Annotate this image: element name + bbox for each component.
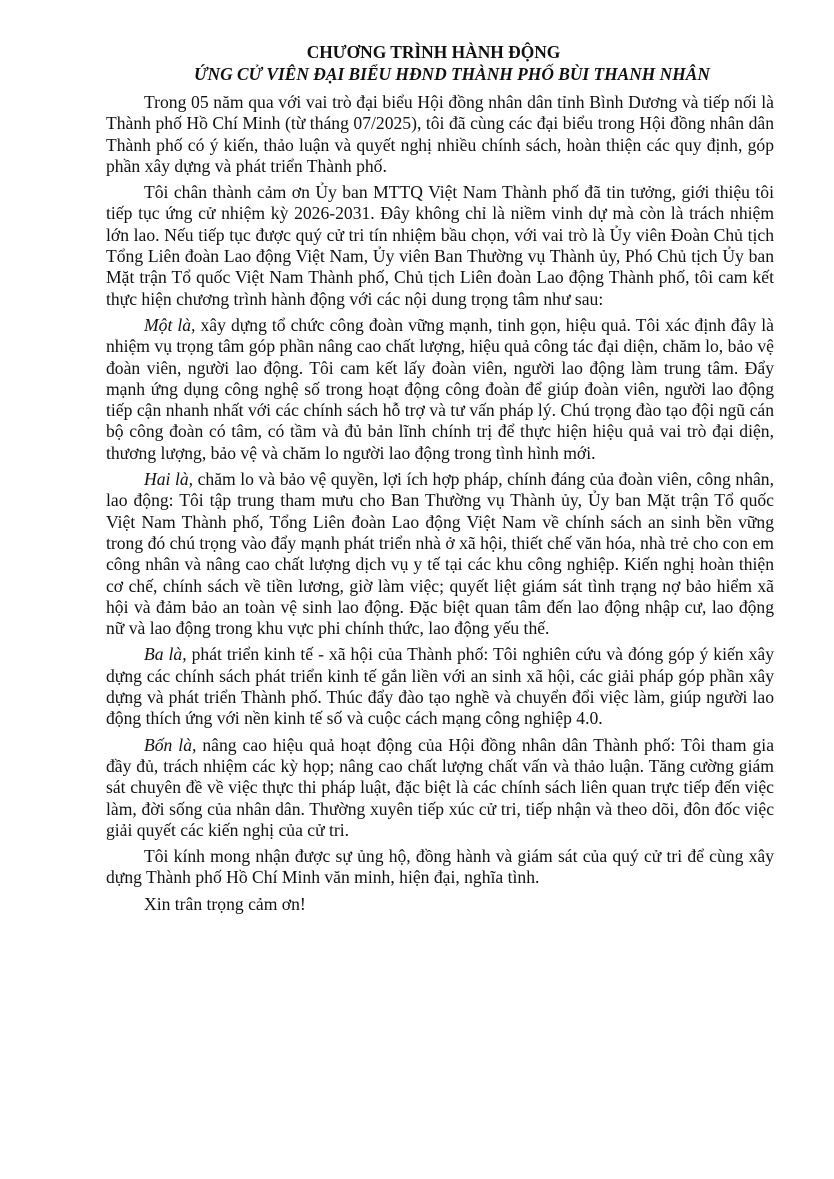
title-line-2: ỨNG CỬ VIÊN ĐẠI BIỂU HĐND THÀNH PHỐ BÙI THANH NHÂN — [194, 64, 710, 84]
paragraph-point-two — [106, 469, 774, 639]
point-one-lead: Một là, — [144, 314, 196, 335]
paragraph-closing: Xin trân trọng cảm ơn! — [144, 893, 306, 914]
point-three-lead: Ba là, — [144, 644, 187, 665]
title-line-1: CHƯƠNG TRÌNH HÀNH ĐỘNG — [306, 42, 561, 62]
point-two-text: chăm lo và bảo vệ quyền, lợi ích hợp pháp, chính đáng của đoàn viên, công nhân, lao động: Tôi tập trung tham mưu cho Ban Thường vụ Thành ủy, Ủy ban Mặt trận Tổ quốc Việt Nam Thành phố, Tổng Liên đoàn Lao động Việt Nam về chính sách an sinh bền vững trong đó chú trọng vào đẩy mạnh phát triển nhà ở xã hội, thiết chế văn hóa, nhà trẻ cho con em công nhân và nâng cao chất lượng dịch vụ y tế tại các khu công nghiệp. Kiến nghị hoàn thiện cơ chế, chính sách về tiền lương, giờ làm việc; quyết liệt giám sát tình trạng nợ bảo hiểm xã hội và đảm bảo an toàn vệ sinh lao động. Đặc biệt quan tâm đến lao động nhập cư, lao động nữ và lao động trong khu vực phi chính thức, lao động yếu thế. — [106, 469, 774, 639]
paragraph-intro: Trong 05 năm qua với vai trò đại biểu Hội đồng nhân dân tỉnh Bình Dương và tiếp nối là Thành phố Hồ Chí Minh (từ tháng 07/2025), tôi đã cùng các đại biểu trong Hội đồng nhân dân Thành phố có ý kiến, thảo luận và quyết nghị nhiều chính sách, hoàn thiện các quy định, góp phần xây dựng và phát triển Thành phố. — [106, 92, 774, 176]
point-four-text: nâng cao hiệu quả hoạt động của Hội đồng nhân dân Thành phố: Tôi tham gia đầy đủ, trách nhiệm các kỳ họp; nâng cao chất lượng chất vấn và thảo luận. Tăng cường giám sát chuyên đề về việc thực thi pháp luật, đặc biệt là các chính sách liên quan trực tiếp đến việc làm, đời sống của nhân dân. Thường xuyên tiếp xúc cử tri, tiếp nhận và theo dõi, đôn đốc việc giải quyết các kiến nghị của cử tri. — [106, 734, 775, 840]
paragraph-point-three — [106, 644, 774, 729]
paragraph-point-four — [106, 735, 774, 841]
point-one-text: xây dựng tổ chức công đoàn vững mạnh, tinh gọn, hiệu quả. Tôi xác định đây là nhiệm vụ trọng tâm góp phần nâng cao chất lượng, hiệu quả công tác đại diện, chăm lo, bảo vệ đoàn viên, người lao động. Tôi cam kết lấy đoàn viên, người lao động làm trung tâm. Đẩy mạnh ứng dụng công nghệ số trong hoạt động công đoàn để giúp đoàn viên, người lao động tiếp cận nhanh nhất với các chính sách hỗ trợ và tư vấn pháp lý. Chú trọng đào tạo đội ngũ cán bộ công đoàn có tâm, có tầm và đủ bản lĩnh chính trị để thực hiện hiệu quả vai trò đại diện, thương lượng, bảo vệ và chăm lo người lao động trong tình hình mới. — [106, 314, 774, 463]
point-four-lead: Bốn là, — [144, 734, 197, 755]
point-two-lead: Hai là, — [144, 469, 194, 490]
paragraph-hope: Tôi kính mong nhận được sự ủng hộ, đồng hành và giám sát của quý cử tri để cùng xây dựng Thành phố Hồ Chí Minh văn minh, hiện đại, nghĩa tình. — [106, 846, 774, 888]
point-three-text: phát triển kinh tế - xã hội của Thành phố: Tôi nghiên cứu và đóng góp ý kiến xây dựng các chính sách phát triển kinh tế gắn liền với an sinh xã hội, các giải pháp góp phần xây dựng và phát triển Thành phố. Thúc đẩy đào tạo nghề và chuyển đổi việc làm, giúp người lao động thích ứng với nền kinh tế số và cuộc cách mạng công nghiệp 4.0. — [106, 644, 774, 729]
document-body — [106, 92, 774, 920]
document-title — [0, 41, 834, 85]
paragraph-point-one — [106, 315, 774, 464]
paragraph-thanks: Tôi chân thành cảm ơn Ủy ban MTTQ Việt Nam Thành phố đã tin tưởng, giới thiệu tôi tiếp tục ứng cử nhiệm kỳ 2026-2031. Đây không chỉ là niềm vinh dự mà còn là trách nhiệm lớn lao. Nếu tiếp tục được quý cử tri tín nhiệm bầu chọn, với vai trò là Ủy viên Đoàn Chủ tịch Tổng Liên đoàn Lao động Việt Nam, Ủy viên Ban Thường vụ Thành ủy, Phó Chủ tịch Ủy ban Mặt trận Tổ quốc Việt Nam Thành phố, Chủ tịch Liên đoàn Lao động Thành phố, tôi cam kết thực hiện chương trình hành động với các nội dung trọng tâm như sau: — [106, 182, 774, 309]
